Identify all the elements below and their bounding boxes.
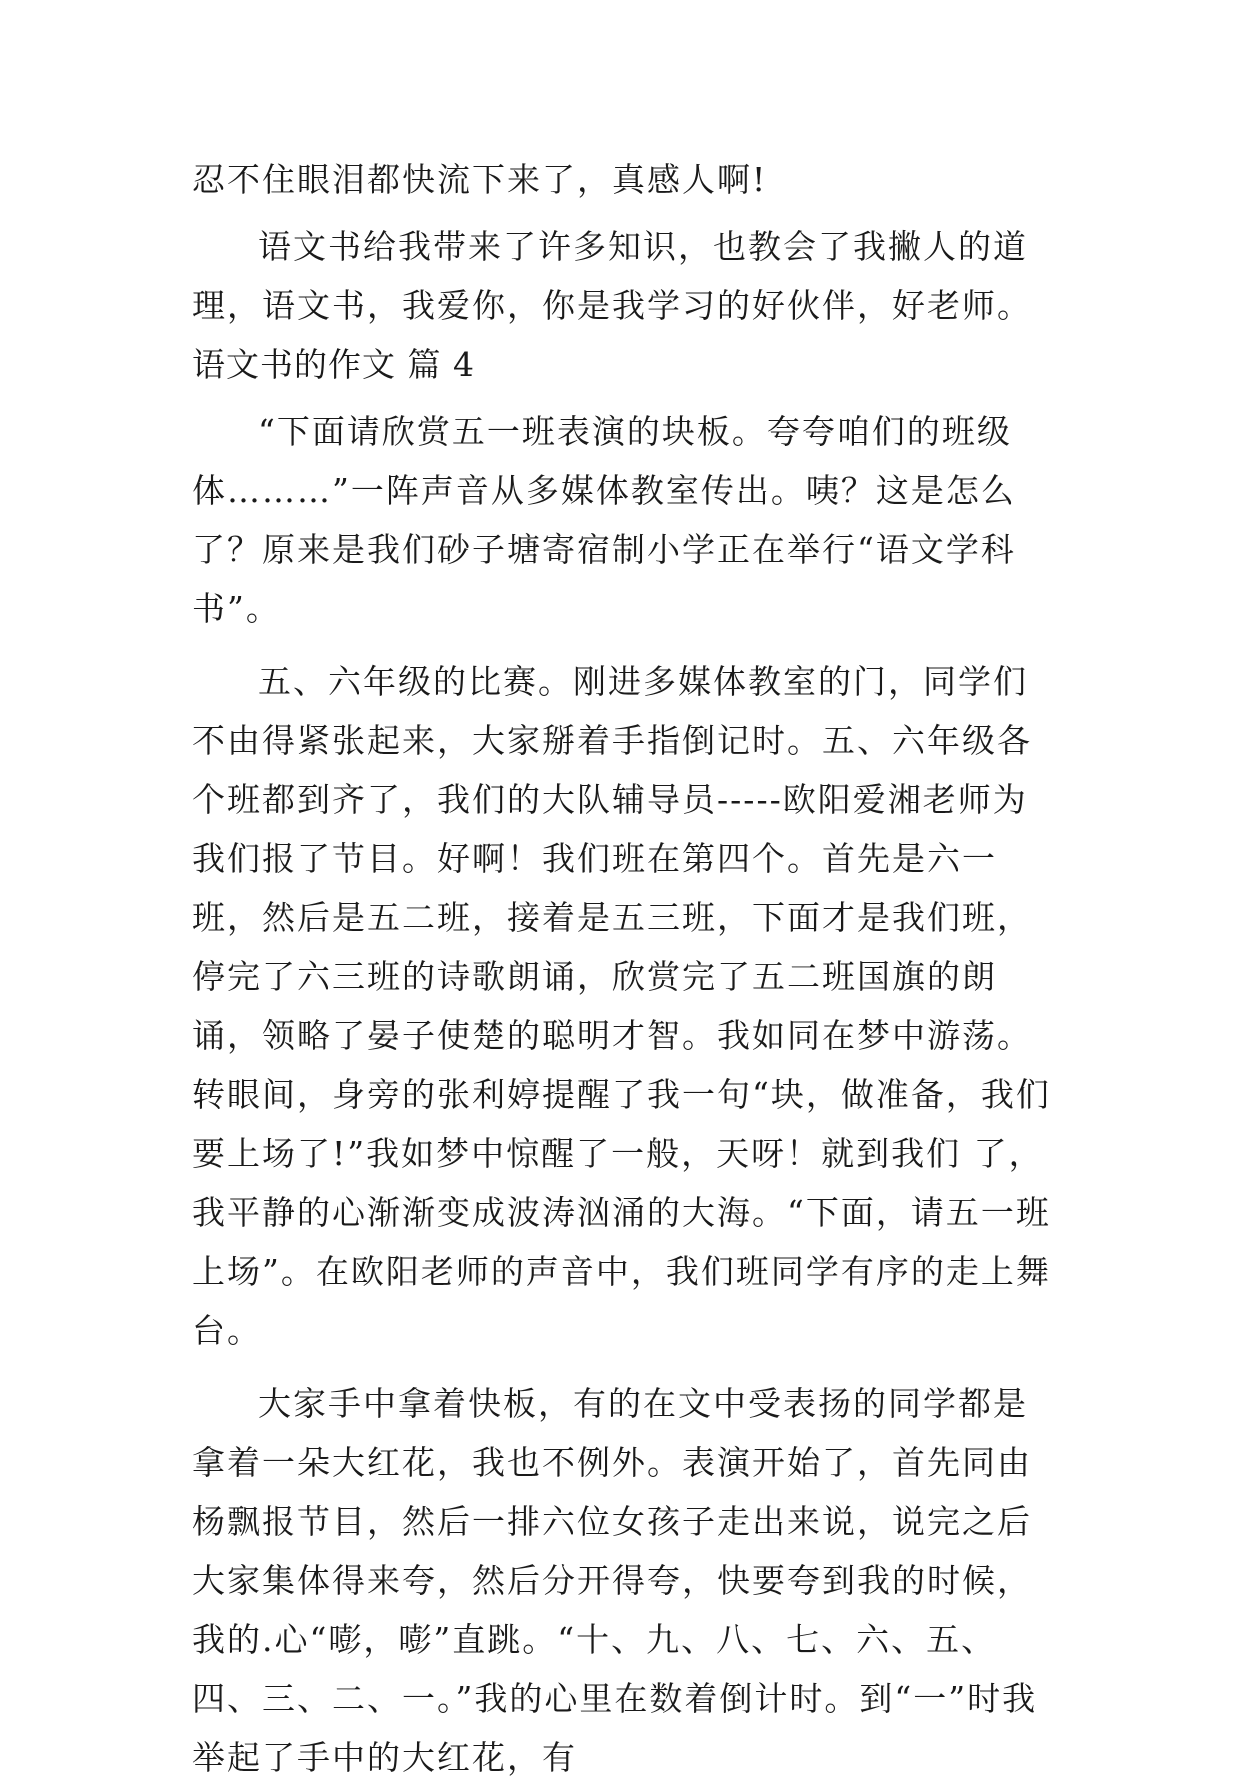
paragraph-1: 忍不住眼泪都快流下来了，真感人啊! [192,160,768,199]
paragraph-5: 大家手中拿着快板，有的在文中受表扬的同学都是拿着一朵大红花，我也不例外。表演开始了，首先同由杨飘报节目，然后一排六位女孩子走出来说，说完之后大家集体得来夸，然后分开得夸，快要夸到我的时候，我的.心“嘭，嘭”直跳。“十、九、八、七、六、五、四、三、二、一。”我的心里在数着倒计时。到“一”时我举起了手中的大红花，有 [192,1384,1038,1777]
paragraph-4: 五、六年级的比赛。刚进多媒体教室的门，同学们不由得紧张起来，大家掰着手指倒记时。五、六年级各个班都到齐了，我们的大队辅导员-----欧阳爱湘老师为我们报了节目。好啊！我们班在第四个。首先是六一班，然后是五二班，接着是五三班，下面才是我们班，停完了六三班的诗歌朗诵，欣赏完了五二班国旗的朗诵，领略了晏子使楚的聪明才智。我如同在梦中游荡。转眼间，身旁的张利婷提醒了我一句“块，做准备，我们要上场了!”我如梦中惊醒了一般，天呀！就到我们 了，我平静的心渐渐变成波涛汹涌的大海。“下面，请五一班上场”。在欧阳老师的声音中，我们班同学有序的走上舞台。 [192,662,1051,1350]
section-heading: 语文书的作文 篇 4 [192,345,475,384]
paragraph-2: 语文书给我带来了许多知识，也教会了我撇人的道理，语文书，我爱你，你是我学习的好伙伴，好老师。 [192,227,1032,325]
article-body [192,150,1052,1787]
paragraph-3: “下面请欣赏五一班表演的块板。夸夸咱们的班级体………”一阵声音从多媒体教室传出。咦？这是怎么了？原来是我们砂子塘寄宿制小学正在举行“语文学科书”。 [192,412,1016,628]
